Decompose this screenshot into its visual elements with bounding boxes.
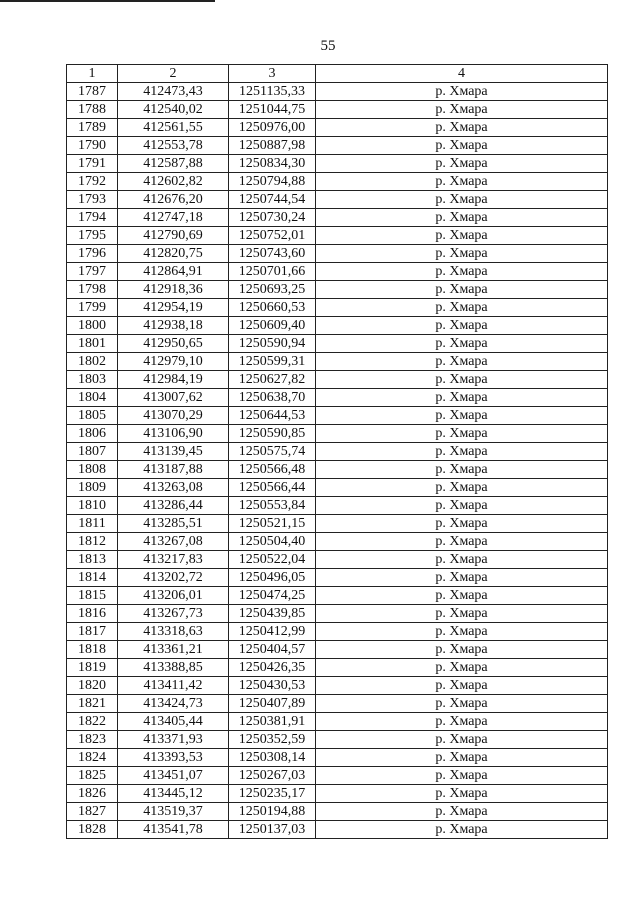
table-row: [67, 443, 608, 461]
table-row: [67, 389, 608, 407]
y-coordinate-cell: 1250308,14: [229, 749, 316, 767]
y-coordinate-cell: 1250407,89: [229, 695, 316, 713]
top-left-rule: [0, 0, 215, 2]
location-cell: р. Хмара: [316, 119, 608, 137]
location-cell: р. Хмара: [316, 155, 608, 173]
y-coordinate-cell: 1250235,17: [229, 785, 316, 803]
table-row: [67, 551, 608, 569]
table-row: [67, 407, 608, 425]
x-coordinate-cell: 412587,88: [118, 155, 229, 173]
y-coordinate-cell: 1250381,91: [229, 713, 316, 731]
point-number-cell: 1823: [67, 731, 118, 749]
table-header: [67, 65, 608, 83]
point-number-cell: 1810: [67, 497, 118, 515]
table-row: [67, 137, 608, 155]
y-coordinate-cell: 1250404,57: [229, 641, 316, 659]
y-coordinate-cell: 1250976,00: [229, 119, 316, 137]
point-number-cell: 1803: [67, 371, 118, 389]
point-number-cell: 1811: [67, 515, 118, 533]
point-number-cell: 1796: [67, 245, 118, 263]
header-row: [67, 65, 608, 83]
x-coordinate-cell: 413388,85: [118, 659, 229, 677]
location-cell: р. Хмара: [316, 371, 608, 389]
location-cell: р. Хмара: [316, 443, 608, 461]
point-number-cell: 1788: [67, 101, 118, 119]
location-cell: р. Хмара: [316, 461, 608, 479]
location-cell: р. Хмара: [316, 731, 608, 749]
table-row: [67, 569, 608, 587]
location-cell: р. Хмара: [316, 677, 608, 695]
x-coordinate-cell: 412950,65: [118, 335, 229, 353]
table-row: [67, 749, 608, 767]
table-row: [67, 713, 608, 731]
table-row: [67, 803, 608, 821]
y-coordinate-cell: 1250194,88: [229, 803, 316, 821]
y-coordinate-cell: 1250693,25: [229, 281, 316, 299]
point-number-cell: 1813: [67, 551, 118, 569]
location-cell: р. Хмара: [316, 281, 608, 299]
location-cell: р. Хмара: [316, 497, 608, 515]
table-row: [67, 371, 608, 389]
y-coordinate-cell: 1250744,54: [229, 191, 316, 209]
table-row: [67, 479, 608, 497]
location-cell: р. Хмара: [316, 353, 608, 371]
table-row: [67, 821, 608, 839]
x-coordinate-cell: 413541,78: [118, 821, 229, 839]
point-number-cell: 1798: [67, 281, 118, 299]
table-row: [67, 623, 608, 641]
location-cell: р. Хмара: [316, 191, 608, 209]
table-row: [67, 317, 608, 335]
column-header-2: 2: [118, 65, 229, 83]
y-coordinate-cell: 1250566,44: [229, 479, 316, 497]
location-cell: р. Хмара: [316, 569, 608, 587]
location-cell: р. Хмара: [316, 137, 608, 155]
table-row: [67, 83, 608, 101]
coordinates-table: [66, 64, 608, 839]
table-row: [67, 191, 608, 209]
x-coordinate-cell: 413424,73: [118, 695, 229, 713]
location-cell: р. Хмара: [316, 713, 608, 731]
point-number-cell: 1794: [67, 209, 118, 227]
x-coordinate-cell: 413007,62: [118, 389, 229, 407]
point-number-cell: 1828: [67, 821, 118, 839]
y-coordinate-cell: 1250701,66: [229, 263, 316, 281]
point-number-cell: 1818: [67, 641, 118, 659]
x-coordinate-cell: 413286,44: [118, 497, 229, 515]
table-row: [67, 515, 608, 533]
x-coordinate-cell: 412938,18: [118, 317, 229, 335]
table-row: [67, 587, 608, 605]
x-coordinate-cell: 412540,02: [118, 101, 229, 119]
table-row: [67, 731, 608, 749]
y-coordinate-cell: 1250352,59: [229, 731, 316, 749]
column-header-4: 4: [316, 65, 608, 83]
table-row: [67, 245, 608, 263]
y-coordinate-cell: 1250504,40: [229, 533, 316, 551]
point-number-cell: 1807: [67, 443, 118, 461]
x-coordinate-cell: 413445,12: [118, 785, 229, 803]
y-coordinate-cell: 1250743,60: [229, 245, 316, 263]
x-coordinate-cell: 413202,72: [118, 569, 229, 587]
table-row: [67, 497, 608, 515]
x-coordinate-cell: 413217,83: [118, 551, 229, 569]
y-coordinate-cell: 1250474,25: [229, 587, 316, 605]
y-coordinate-cell: 1250137,03: [229, 821, 316, 839]
x-coordinate-cell: 413318,63: [118, 623, 229, 641]
y-coordinate-cell: 1250660,53: [229, 299, 316, 317]
y-coordinate-cell: 1250638,70: [229, 389, 316, 407]
location-cell: р. Хмара: [316, 335, 608, 353]
y-coordinate-cell: 1250834,30: [229, 155, 316, 173]
point-number-cell: 1790: [67, 137, 118, 155]
table-body: [67, 83, 608, 839]
y-coordinate-cell: 1250730,24: [229, 209, 316, 227]
table-row: [67, 101, 608, 119]
point-number-cell: 1812: [67, 533, 118, 551]
y-coordinate-cell: 1250522,04: [229, 551, 316, 569]
location-cell: р. Хмара: [316, 605, 608, 623]
point-number-cell: 1802: [67, 353, 118, 371]
point-number-cell: 1795: [67, 227, 118, 245]
y-coordinate-cell: 1250267,03: [229, 767, 316, 785]
column-header-3: 3: [229, 65, 316, 83]
point-number-cell: 1808: [67, 461, 118, 479]
point-number-cell: 1817: [67, 623, 118, 641]
page-number: 55: [320, 38, 336, 54]
location-cell: р. Хмара: [316, 623, 608, 641]
table-row: [67, 281, 608, 299]
x-coordinate-cell: 412561,55: [118, 119, 229, 137]
x-coordinate-cell: 413263,08: [118, 479, 229, 497]
y-coordinate-cell: 1250553,84: [229, 497, 316, 515]
table-row: [67, 353, 608, 371]
location-cell: р. Хмара: [316, 389, 608, 407]
x-coordinate-cell: 413206,01: [118, 587, 229, 605]
table-row: [67, 605, 608, 623]
y-coordinate-cell: 1250496,05: [229, 569, 316, 587]
table-row: [67, 227, 608, 245]
y-coordinate-cell: 1250887,98: [229, 137, 316, 155]
y-coordinate-cell: 1250609,40: [229, 317, 316, 335]
column-header-1: 1: [67, 65, 118, 83]
table-row: [67, 695, 608, 713]
table-row: [67, 209, 608, 227]
x-coordinate-cell: 412602,82: [118, 173, 229, 191]
location-cell: р. Хмара: [316, 551, 608, 569]
x-coordinate-cell: 413187,88: [118, 461, 229, 479]
table-row: [67, 785, 608, 803]
table-row: [67, 533, 608, 551]
table-row: [67, 173, 608, 191]
location-cell: р. Хмара: [316, 173, 608, 191]
y-coordinate-cell: 1251135,33: [229, 83, 316, 101]
y-coordinate-cell: 1250590,94: [229, 335, 316, 353]
x-coordinate-cell: 413267,08: [118, 533, 229, 551]
table-row: [67, 767, 608, 785]
point-number-cell: 1804: [67, 389, 118, 407]
table-row: [67, 299, 608, 317]
x-coordinate-cell: 413405,44: [118, 713, 229, 731]
y-coordinate-cell: 1250426,35: [229, 659, 316, 677]
x-coordinate-cell: 412918,36: [118, 281, 229, 299]
point-number-cell: 1825: [67, 767, 118, 785]
point-number-cell: 1821: [67, 695, 118, 713]
table-row: [67, 119, 608, 137]
x-coordinate-cell: 413267,73: [118, 605, 229, 623]
x-coordinate-cell: 413361,21: [118, 641, 229, 659]
point-number-cell: 1819: [67, 659, 118, 677]
table-row: [67, 335, 608, 353]
y-coordinate-cell: 1250439,85: [229, 605, 316, 623]
point-number-cell: 1793: [67, 191, 118, 209]
y-coordinate-cell: 1250566,48: [229, 461, 316, 479]
x-coordinate-cell: 412790,69: [118, 227, 229, 245]
x-coordinate-cell: 413285,51: [118, 515, 229, 533]
point-number-cell: 1801: [67, 335, 118, 353]
point-number-cell: 1805: [67, 407, 118, 425]
point-number-cell: 1799: [67, 299, 118, 317]
y-coordinate-cell: 1250752,01: [229, 227, 316, 245]
point-number-cell: 1815: [67, 587, 118, 605]
x-coordinate-cell: 412984,19: [118, 371, 229, 389]
location-cell: р. Хмара: [316, 209, 608, 227]
x-coordinate-cell: 413106,90: [118, 425, 229, 443]
location-cell: р. Хмара: [316, 515, 608, 533]
x-coordinate-cell: 413139,45: [118, 443, 229, 461]
y-coordinate-cell: 1250627,82: [229, 371, 316, 389]
point-number-cell: 1789: [67, 119, 118, 137]
location-cell: р. Хмара: [316, 101, 608, 119]
location-cell: р. Хмара: [316, 263, 608, 281]
point-number-cell: 1806: [67, 425, 118, 443]
y-coordinate-cell: 1250430,53: [229, 677, 316, 695]
x-coordinate-cell: 412954,19: [118, 299, 229, 317]
location-cell: р. Хмара: [316, 695, 608, 713]
point-number-cell: 1814: [67, 569, 118, 587]
x-coordinate-cell: 413451,07: [118, 767, 229, 785]
location-cell: р. Хмара: [316, 587, 608, 605]
table-row: [67, 263, 608, 281]
table-row: [67, 659, 608, 677]
x-coordinate-cell: 413371,93: [118, 731, 229, 749]
table-row: [67, 677, 608, 695]
y-coordinate-cell: 1250590,85: [229, 425, 316, 443]
x-coordinate-cell: 413519,37: [118, 803, 229, 821]
location-cell: р. Хмара: [316, 767, 608, 785]
location-cell: р. Хмара: [316, 749, 608, 767]
x-coordinate-cell: 412473,43: [118, 83, 229, 101]
x-coordinate-cell: 412553,78: [118, 137, 229, 155]
x-coordinate-cell: 412747,18: [118, 209, 229, 227]
location-cell: р. Хмара: [316, 317, 608, 335]
y-coordinate-cell: 1250412,99: [229, 623, 316, 641]
point-number-cell: 1816: [67, 605, 118, 623]
y-coordinate-cell: 1251044,75: [229, 101, 316, 119]
table-row: [67, 155, 608, 173]
y-coordinate-cell: 1250521,15: [229, 515, 316, 533]
table-row: [67, 461, 608, 479]
y-coordinate-cell: 1250644,53: [229, 407, 316, 425]
point-number-cell: 1822: [67, 713, 118, 731]
location-cell: р. Хмара: [316, 299, 608, 317]
location-cell: р. Хмара: [316, 479, 608, 497]
point-number-cell: 1827: [67, 803, 118, 821]
y-coordinate-cell: 1250794,88: [229, 173, 316, 191]
point-number-cell: 1820: [67, 677, 118, 695]
x-coordinate-cell: 412864,91: [118, 263, 229, 281]
point-number-cell: 1791: [67, 155, 118, 173]
point-number-cell: 1809: [67, 479, 118, 497]
point-number-cell: 1826: [67, 785, 118, 803]
x-coordinate-cell: 413411,42: [118, 677, 229, 695]
table-row: [67, 641, 608, 659]
location-cell: р. Хмара: [316, 533, 608, 551]
location-cell: р. Хмара: [316, 245, 608, 263]
x-coordinate-cell: 413070,29: [118, 407, 229, 425]
x-coordinate-cell: 413393,53: [118, 749, 229, 767]
location-cell: р. Хмара: [316, 641, 608, 659]
location-cell: р. Хмара: [316, 83, 608, 101]
location-cell: р. Хмара: [316, 227, 608, 245]
location-cell: р. Хмара: [316, 425, 608, 443]
x-coordinate-cell: 412979,10: [118, 353, 229, 371]
point-number-cell: 1792: [67, 173, 118, 191]
point-number-cell: 1824: [67, 749, 118, 767]
table-row: [67, 425, 608, 443]
point-number-cell: 1797: [67, 263, 118, 281]
point-number-cell: 1800: [67, 317, 118, 335]
location-cell: р. Хмара: [316, 803, 608, 821]
x-coordinate-cell: 412820,75: [118, 245, 229, 263]
location-cell: р. Хмара: [316, 785, 608, 803]
y-coordinate-cell: 1250599,31: [229, 353, 316, 371]
y-coordinate-cell: 1250575,74: [229, 443, 316, 461]
location-cell: р. Хмара: [316, 821, 608, 839]
location-cell: р. Хмара: [316, 659, 608, 677]
x-coordinate-cell: 412676,20: [118, 191, 229, 209]
point-number-cell: 1787: [67, 83, 118, 101]
location-cell: р. Хмара: [316, 407, 608, 425]
